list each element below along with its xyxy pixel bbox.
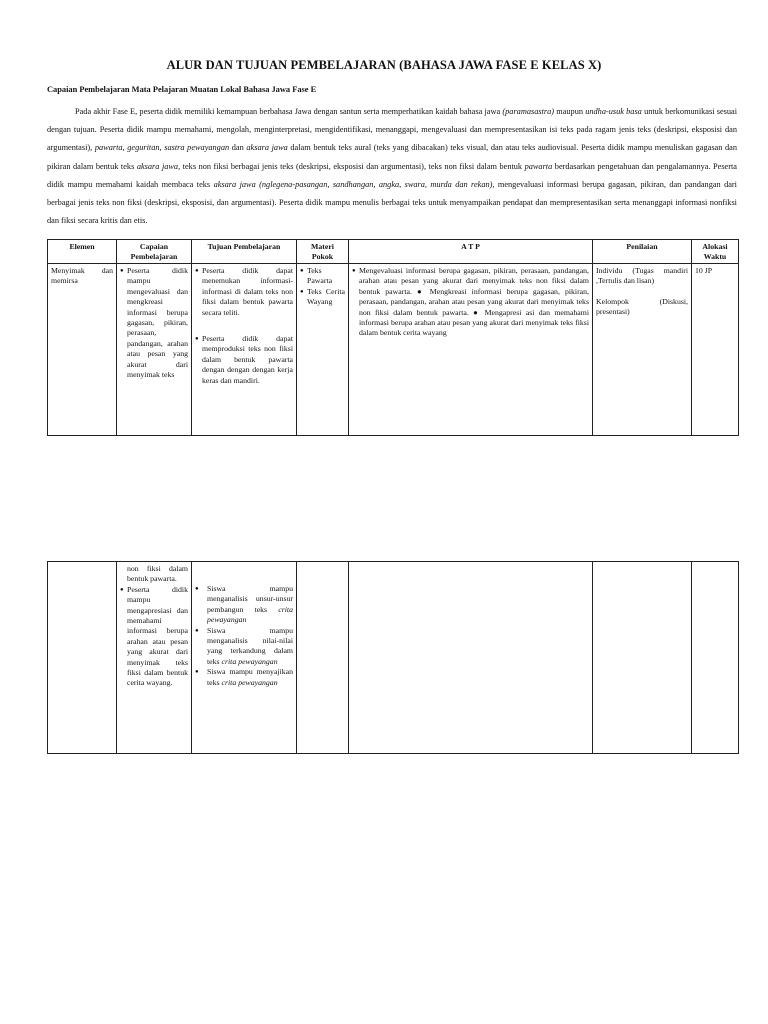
paragraph-segment: maupun <box>554 107 586 116</box>
paragraph-segment: mengevaluasi informasi berupa gagasan, pikiran, dan pandangan dari berbagai jenis teks non fiksi (deskripsi, eksposisi, dan argumentasi). Peserta didik mampu menulis berbagai teks untuk menyampaikan pendapat dan mempresentasikan serta menanggapi informasi nonfiksi dan fiksi secara kritis dan etis. <box>47 179 737 226</box>
paragraph-segment: aksara jawa <box>246 143 288 153</box>
tujuan-item <box>195 584 293 626</box>
cell-elemen: Menyimak dan memirsa <box>48 264 117 436</box>
cell-atp <box>349 264 593 436</box>
paragraph-segment: aksara jawa, <box>136 161 181 171</box>
paragraph-segment: undha-usuk basa <box>585 107 642 116</box>
atp-table-top <box>47 239 739 436</box>
materi-item: ● Teks Pawarta <box>300 266 345 287</box>
cell-materi <box>297 562 349 754</box>
header-elemen: Elemen <box>48 240 117 264</box>
tujuan-italic: crita pewayangan <box>221 677 278 687</box>
cell-capaian <box>117 264 192 436</box>
paragraph-segment: dan <box>229 143 247 153</box>
header-tujuan: Tujuan Pembelajaran <box>192 240 297 264</box>
table-row <box>48 562 739 754</box>
paragraph-segment: pawarta, geguritan, sastra pewayangan <box>94 143 230 153</box>
paragraph-segment: teks non fiksi berbagai jenis teks (deskripsi, eksposisi dan argumentasi), teks non fiksi dalam bentuk <box>180 161 525 171</box>
header-atp: A T P <box>349 240 593 264</box>
paragraph-segment: (paramasastra) <box>502 107 555 116</box>
header-penilaian: Penilaian <box>593 240 692 264</box>
capaian-continued: non fiksi dalam bentuk pawarta. <box>127 564 188 584</box>
tujuan-text: Siswa mampu menyajikan teks <box>207 667 293 687</box>
capaian-paragraph <box>47 103 737 230</box>
tujuan-text: Siswa mampu menganalisis nilai-nilai yang terkandung dalam teks <box>207 625 293 666</box>
atp-item: ● Mengevaluasi informasi berupa gagasan, pikiran, perasaan, pandangan, arahan atau pesan yang akurat dari menyimak teks non fiksi dalam bentuk pawarta. ● Mengkreasi informasi berupa gagasan, pikiran, perasaan, pandangan, arahan atau pesan yang akurat dari menyimak teks non fiksi dalam bentuk pawarta. ● Mengapresi asi dan memahami informasi berupa arahan atau pesan yang akurat dari menyimak teks fiksi dalam bentuk cerita wayang <box>352 266 589 339</box>
header-alokasi: Alokasi Waktu <box>692 240 739 264</box>
paragraph-segment: untuk berkomunikasi sesuai dengan tujuan. Peserta didik mampu memahami, mengolah, menginterpretasi, mengidentifikasi, menanggapi, mengevaluasi dan mempresentasikan isi teks pada ragam jenis teks (deskripsi, eksposisi dan argumentasi), <box>47 107 738 153</box>
tujuan-text: Siswa mampu menganalisis unsur-unsur pembangun teks <box>207 584 293 614</box>
cell-elemen <box>48 562 117 754</box>
penilaian-kelompok: Kelompok (Diskusi, presentasi) <box>596 296 688 317</box>
header-materi: Materi Pokok <box>297 240 349 264</box>
paragraph-segment: aksara jawa (nglegena-pasangan, sandhangan, angka, swara, murda dan rekan), <box>213 179 495 189</box>
cell-alokasi: 10 JP <box>692 264 739 436</box>
tujuan-item <box>195 626 293 668</box>
tujuan-italic: crita pewayangan <box>221 656 278 666</box>
paragraph-segment: pawarta <box>524 161 553 171</box>
cell-tujuan <box>192 562 297 754</box>
cell-alokasi <box>692 562 739 754</box>
cell-capaian <box>117 562 192 754</box>
cell-atp <box>349 562 593 754</box>
paragraph-segment: berdasarkan pengetahuan dan pengalamannya. Peserta didik mampu memahami kaidah membaca teks <box>47 161 737 189</box>
penilaian-individu: Individu (Tugas mandiri ,Tertulis dan lisan) <box>596 266 688 286</box>
capaian-item: ● Peserta didik mampu mengapresiasi dan memahami informasi berupa arahan atau pesan yang akurat dari menyimak teks fiksi dalam bentuk cerita wayang. <box>120 585 188 689</box>
tujuan-italic: crita pewayangan <box>207 604 293 625</box>
table-header-row <box>48 240 739 264</box>
cell-tujuan <box>192 264 297 436</box>
capaian-item: ● Peserta didik mampu mengevaluasi dan mengkreasi informasi berupa gagasan, pikiran, perasaan, pandangan, arahan atau pesan yang akurat dari menyimak teks <box>120 266 188 380</box>
paragraph-segment: Pada akhir Fase E, peserta didik memiliki kemampuan berbahasa Jawa dengan santun serta memperhatikan kaidah bahasa jawa <box>75 107 503 116</box>
table-row <box>48 264 739 436</box>
tujuan-item <box>195 667 293 688</box>
document-subtitle: Capaian Pembelajaran Mata Pelajaran Muatan Lokal Bahasa Jawa Fase E <box>47 85 317 94</box>
tujuan-item: ● Peserta didik dapat memproduksi teks non fiksi dalam bentuk pawarta dengan dengan dengan kerja keras dan mandiri. <box>195 334 293 386</box>
document-title: ALUR DAN TUJUAN PEMBELAJARAN (BAHASA JAWA FASE E KELAS X) <box>166 58 602 72</box>
tujuan-item: ● Peserta didik dapat menemukan informasi-informasi di dalam teks non fiksi dalam bentuk pawarta secara teliti. <box>195 266 293 318</box>
paragraph-segment: dalam bentuk teks aural (teks yang dibacakan) teks visual, dan atau teks audiovisual. Peserta didik mampu menuliskan gagasan dan pikiran dalam bentuk teks <box>47 143 738 171</box>
cell-materi <box>297 264 349 436</box>
atp-table-bottom <box>47 561 739 754</box>
header-capaian: Capaian Pembelajaran <box>117 240 192 264</box>
cell-penilaian <box>593 264 692 436</box>
cell-penilaian <box>593 562 692 754</box>
materi-item: ● Teks Cerita Wayang <box>300 287 345 308</box>
